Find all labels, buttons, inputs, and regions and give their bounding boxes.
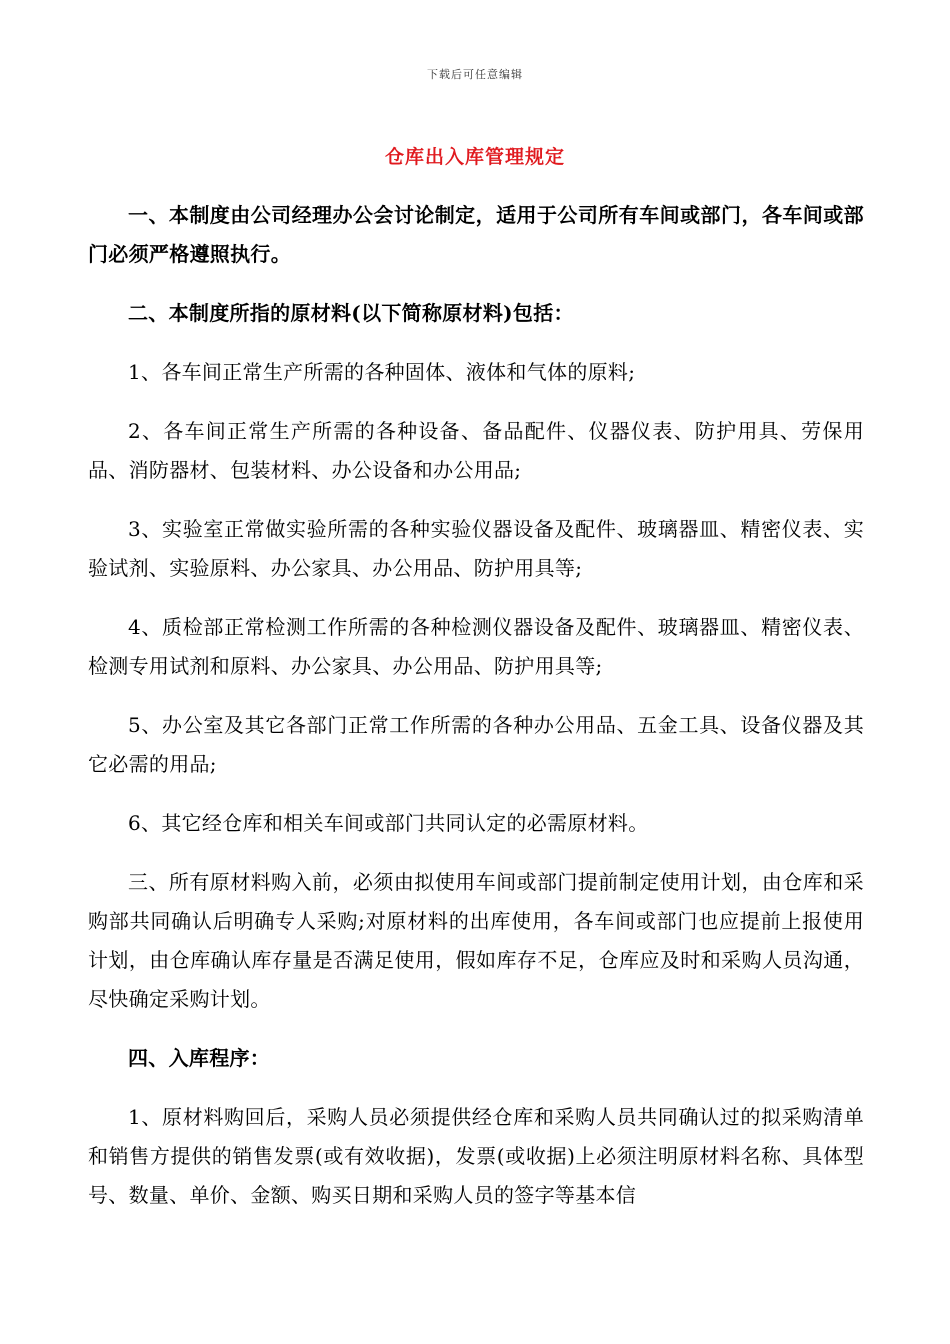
paragraph-section-4-item-1: 1、原材料购回后，采购人员必须提供经仓库和采购人员共同确认过的拟采购清单和销售方提供的销售发票(或有效收据)，发票(或收据)上必须注明原材料名称、具体型号、数量、单价、金额、购买日期和采购人员的签字等基本信 — [88, 1105, 864, 1207]
paragraph-item-2: 2、各车间正常生产所需的各种设备、备品配件、仪器仪表、防护用具、劳保用品、消防器材、包装材料、办公设备和办公用品; — [88, 419, 864, 482]
paragraph-item-4: 4、质检部正常检测工作所需的各种检测仪器设备及配件、玻璃器皿、精密仪表、检测专用试剂和原料、办公家具、办公用品、防护用具等; — [88, 615, 864, 678]
document-body — [88, 196, 864, 1235]
paragraph-item-6: 6、其它经仓库和相关车间或部门共同认定的必需原材料。 — [128, 811, 649, 835]
paragraph-item-5: 5、办公室及其它各部门正常工作所需的各种办公用品、五金工具、设备仪器及其它必需的用品; — [88, 713, 864, 776]
paragraph-section-4: 四、入库程序： — [128, 1046, 271, 1070]
paragraph-section-1: 一、本制度由公司经理办公会讨论制定，适用于公司所有车间或部门，各车间或部门必须严格遵照执行。 — [88, 203, 864, 266]
paragraph-item-1: 1、各车间正常生产所需的各种固体、液体和气体的原料; — [128, 360, 636, 384]
paragraph-section-2: 二、本制度所指的原材料(以下简称原材料)包括： — [128, 301, 574, 325]
paragraph-section-3: 三、所有原材料购入前，必须由拟使用车间或部门提前制定使用计划，由仓库和采购部共同确认后明确专人采购;对原材料的出库使用，各车间或部门也应提前上报使用计划，由仓库确认库存量是否满足使用，假如库存不足，仓库应及时和采购人员沟通，尽快确定采购计划。 — [88, 870, 864, 1011]
document-title: 仓库出入库管理规定 — [384, 146, 565, 168]
paragraph-item-3: 3、实验室正常做实验所需的各种实验仪器设备及配件、玻璃器皿、精密仪表、实验试剂、实验原料、办公家具、办公用品、防护用具等; — [88, 517, 864, 580]
header-note: 下载后可任意编辑 — [427, 68, 523, 81]
